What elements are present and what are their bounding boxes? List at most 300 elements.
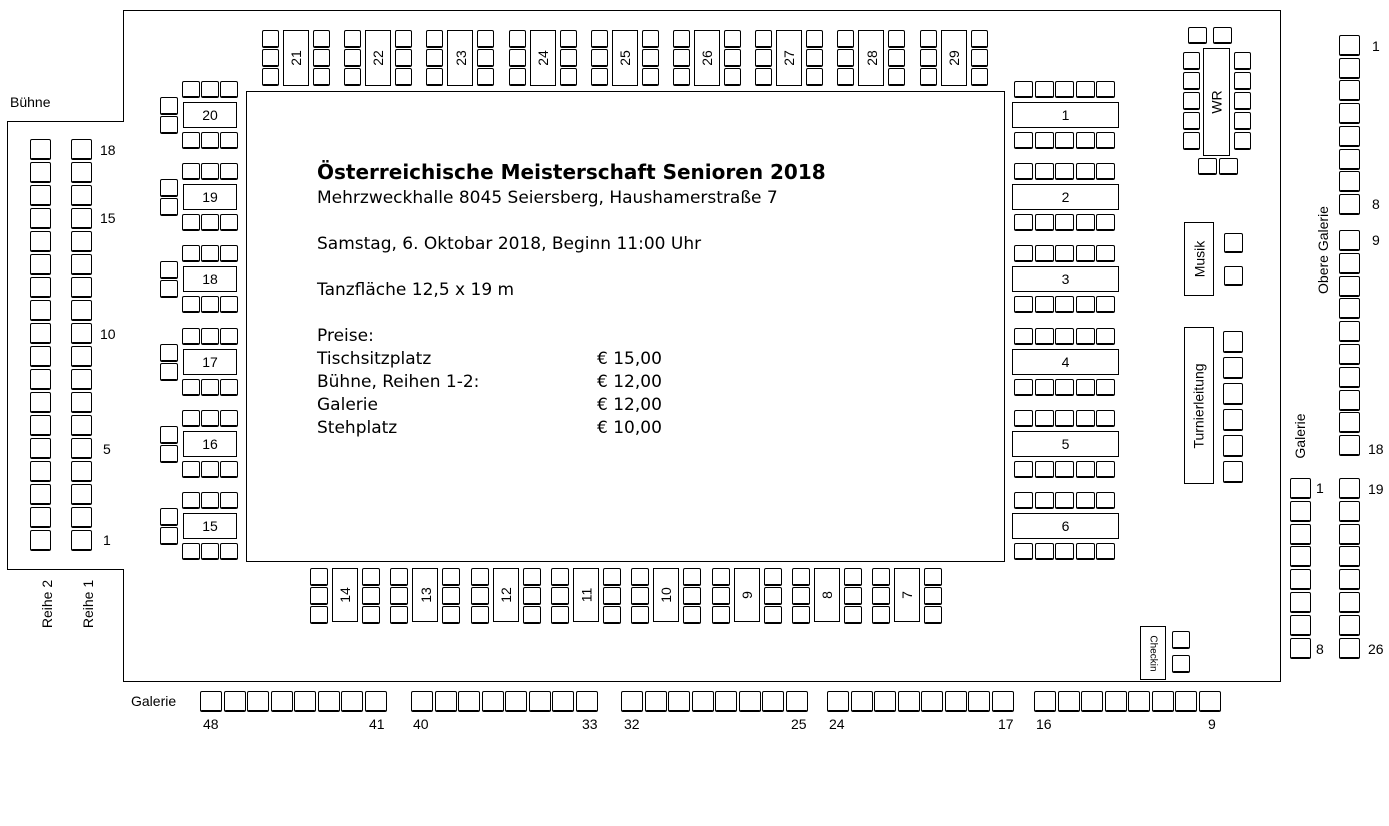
seat[interactable] (1076, 410, 1095, 427)
seat[interactable] (1035, 81, 1054, 98)
seat[interactable] (310, 587, 328, 605)
seat[interactable] (1035, 461, 1054, 478)
seat[interactable] (471, 587, 489, 605)
seat[interactable] (1076, 245, 1095, 262)
seat[interactable] (1096, 296, 1115, 313)
table[interactable] (530, 30, 556, 86)
seat[interactable] (201, 163, 219, 180)
seat[interactable] (1096, 214, 1115, 231)
table[interactable] (894, 568, 920, 622)
seat[interactable] (1339, 253, 1360, 274)
seat[interactable] (523, 568, 541, 586)
seat[interactable] (341, 691, 363, 712)
seat[interactable] (220, 461, 238, 478)
seat[interactable] (1339, 276, 1360, 297)
seat[interactable] (1035, 543, 1054, 560)
seat[interactable] (971, 30, 988, 48)
seat[interactable] (1183, 112, 1200, 130)
seat[interactable] (1223, 461, 1243, 483)
seat[interactable] (71, 254, 92, 275)
seat[interactable] (1014, 328, 1033, 345)
seat[interactable] (201, 132, 219, 149)
seat[interactable] (1096, 245, 1115, 262)
seat[interactable] (631, 568, 649, 586)
table[interactable] (283, 30, 309, 86)
seat[interactable] (844, 568, 862, 586)
seat[interactable] (362, 587, 380, 605)
seat[interactable] (755, 68, 772, 86)
seat[interactable] (30, 392, 51, 413)
seat[interactable] (344, 30, 361, 48)
seat[interactable] (806, 68, 823, 86)
seat[interactable] (1224, 233, 1243, 253)
seat[interactable] (1183, 52, 1200, 70)
seat[interactable] (1096, 328, 1115, 345)
seat[interactable] (71, 277, 92, 298)
seat[interactable] (844, 587, 862, 605)
seat[interactable] (551, 568, 569, 586)
seat[interactable] (1014, 543, 1033, 560)
seat[interactable] (1339, 569, 1360, 590)
seat[interactable] (395, 30, 412, 48)
seat[interactable] (692, 691, 714, 712)
seat[interactable] (1339, 298, 1360, 319)
seat[interactable] (482, 691, 504, 712)
seat[interactable] (1339, 435, 1360, 456)
table[interactable] (734, 568, 760, 622)
seat[interactable] (395, 49, 412, 67)
seat[interactable] (362, 606, 380, 624)
seat[interactable] (755, 30, 772, 48)
seat[interactable] (477, 30, 494, 48)
seat[interactable] (1339, 501, 1360, 522)
seat[interactable] (1076, 492, 1095, 509)
seat[interactable] (30, 369, 51, 390)
seat[interactable] (668, 691, 690, 712)
seat[interactable] (160, 97, 178, 115)
seat[interactable] (673, 49, 690, 67)
seat[interactable] (30, 507, 51, 528)
seat[interactable] (30, 461, 51, 482)
seat[interactable] (851, 691, 873, 712)
seat[interactable] (71, 185, 92, 206)
seat[interactable] (1234, 92, 1251, 110)
seat[interactable] (71, 300, 92, 321)
seat[interactable] (724, 49, 741, 67)
seat[interactable] (1014, 379, 1033, 396)
seat[interactable] (642, 49, 659, 67)
seat[interactable] (201, 245, 219, 262)
seat[interactable] (271, 691, 293, 712)
table[interactable] (858, 30, 884, 86)
table[interactable] (365, 30, 391, 86)
seat[interactable] (1339, 171, 1360, 192)
seat[interactable] (1339, 194, 1360, 215)
seat[interactable] (477, 68, 494, 86)
seat[interactable] (631, 587, 649, 605)
seat[interactable] (71, 323, 92, 344)
seat[interactable] (160, 426, 178, 444)
seat[interactable] (827, 691, 849, 712)
table[interactable] (183, 266, 237, 292)
seat[interactable] (712, 568, 730, 586)
seat[interactable] (1096, 379, 1115, 396)
seat[interactable] (1183, 92, 1200, 110)
seat[interactable] (971, 49, 988, 67)
seat[interactable] (844, 606, 862, 624)
table[interactable] (1012, 102, 1119, 128)
seat[interactable] (1219, 158, 1238, 175)
seat[interactable] (182, 410, 200, 427)
seat[interactable] (560, 68, 577, 86)
seat[interactable] (30, 162, 51, 183)
seat[interactable] (1234, 72, 1251, 90)
seat[interactable] (872, 568, 890, 586)
seat[interactable] (182, 132, 200, 149)
seat[interactable] (390, 606, 408, 624)
seat[interactable] (362, 568, 380, 586)
seat[interactable] (1055, 543, 1074, 560)
seat[interactable] (712, 606, 730, 624)
table[interactable] (653, 568, 679, 622)
seat[interactable] (631, 606, 649, 624)
seat[interactable] (1014, 81, 1033, 98)
seat[interactable] (1055, 163, 1074, 180)
seat[interactable] (160, 344, 178, 362)
seat[interactable] (1339, 524, 1360, 545)
seat[interactable] (1223, 331, 1243, 353)
seat[interactable] (71, 484, 92, 505)
seat[interactable] (294, 691, 316, 712)
table[interactable] (814, 568, 840, 622)
seat[interactable] (1076, 379, 1095, 396)
seat[interactable] (560, 30, 577, 48)
seat[interactable] (318, 691, 340, 712)
seat[interactable] (71, 530, 92, 551)
table[interactable] (1012, 431, 1119, 457)
seat[interactable] (71, 208, 92, 229)
seat[interactable] (201, 492, 219, 509)
seat[interactable] (30, 254, 51, 275)
seat[interactable] (1234, 52, 1251, 70)
seat[interactable] (1035, 245, 1054, 262)
seat[interactable] (1290, 615, 1311, 636)
table[interactable] (412, 568, 438, 622)
seat[interactable] (1081, 691, 1103, 712)
seat[interactable] (1290, 592, 1311, 613)
seat[interactable] (1096, 81, 1115, 98)
seat[interactable] (344, 68, 361, 86)
seat[interactable] (642, 68, 659, 86)
seat[interactable] (603, 587, 621, 605)
seat[interactable] (1290, 501, 1311, 522)
seat[interactable] (1290, 638, 1311, 659)
seat[interactable] (442, 587, 460, 605)
seat[interactable] (724, 30, 741, 48)
seat[interactable] (71, 438, 92, 459)
seat[interactable] (1076, 543, 1095, 560)
seat[interactable] (1034, 691, 1056, 712)
seat[interactable] (786, 691, 808, 712)
seat[interactable] (71, 139, 92, 160)
seat[interactable] (71, 415, 92, 436)
seat[interactable] (1183, 132, 1200, 150)
seat[interactable] (1290, 569, 1311, 590)
seat[interactable] (837, 68, 854, 86)
table[interactable] (776, 30, 802, 86)
seat[interactable] (201, 328, 219, 345)
seat[interactable] (505, 691, 527, 712)
seat[interactable] (1339, 126, 1360, 147)
seat[interactable] (426, 68, 443, 86)
seat[interactable] (30, 208, 51, 229)
seat[interactable] (182, 379, 200, 396)
seat[interactable] (201, 81, 219, 98)
seat[interactable] (591, 30, 608, 48)
seat[interactable] (1339, 546, 1360, 567)
seat[interactable] (182, 328, 200, 345)
seat[interactable] (645, 691, 667, 712)
seat[interactable] (182, 296, 200, 313)
table[interactable] (183, 102, 237, 128)
seat[interactable] (442, 568, 460, 586)
seat[interactable] (1199, 691, 1221, 712)
seat[interactable] (523, 587, 541, 605)
seat[interactable] (220, 163, 238, 180)
seat[interactable] (551, 606, 569, 624)
seat[interactable] (220, 328, 238, 345)
seat[interactable] (1076, 132, 1095, 149)
seat[interactable] (1223, 435, 1243, 457)
seat[interactable] (458, 691, 480, 712)
seat[interactable] (200, 691, 222, 712)
seat[interactable] (1014, 214, 1033, 231)
seat[interactable] (220, 379, 238, 396)
seat[interactable] (1339, 615, 1360, 636)
seat[interactable] (1076, 163, 1095, 180)
seat[interactable] (673, 68, 690, 86)
seat[interactable] (924, 606, 942, 624)
seat[interactable] (1055, 461, 1074, 478)
seat[interactable] (30, 231, 51, 252)
seat[interactable] (30, 300, 51, 321)
seat[interactable] (673, 30, 690, 48)
seat[interactable] (160, 527, 178, 545)
seat[interactable] (201, 543, 219, 560)
seat[interactable] (1055, 492, 1074, 509)
table[interactable] (573, 568, 599, 622)
seat[interactable] (313, 49, 330, 67)
seat[interactable] (1290, 546, 1311, 567)
seat[interactable] (477, 49, 494, 67)
table[interactable] (183, 431, 237, 457)
seat[interactable] (344, 49, 361, 67)
seat[interactable] (920, 68, 937, 86)
seat[interactable] (715, 691, 737, 712)
seat[interactable] (390, 587, 408, 605)
seat[interactable] (603, 568, 621, 586)
table[interactable] (694, 30, 720, 86)
table[interactable] (183, 513, 237, 539)
seat[interactable] (872, 587, 890, 605)
seat[interactable] (1096, 163, 1115, 180)
seat[interactable] (792, 606, 810, 624)
seat[interactable] (1035, 296, 1054, 313)
table[interactable] (332, 568, 358, 622)
table[interactable] (447, 30, 473, 86)
seat[interactable] (30, 323, 51, 344)
seat[interactable] (1035, 132, 1054, 149)
seat[interactable] (71, 346, 92, 367)
seat[interactable] (1223, 357, 1243, 379)
seat[interactable] (1035, 410, 1054, 427)
seat[interactable] (724, 68, 741, 86)
seat[interactable] (1339, 103, 1360, 124)
table[interactable] (1012, 184, 1119, 210)
seat[interactable] (1035, 163, 1054, 180)
seat[interactable] (182, 543, 200, 560)
seat[interactable] (1183, 72, 1200, 90)
seat[interactable] (1152, 691, 1174, 712)
seat[interactable] (509, 49, 526, 67)
table[interactable] (493, 568, 519, 622)
seat[interactable] (160, 445, 178, 463)
seat[interactable] (1339, 321, 1360, 342)
seat[interactable] (160, 363, 178, 381)
seat[interactable] (71, 369, 92, 390)
seat[interactable] (390, 568, 408, 586)
seat[interactable] (1014, 461, 1033, 478)
table[interactable] (183, 184, 237, 210)
seat[interactable] (1055, 296, 1074, 313)
seat[interactable] (160, 179, 178, 197)
seat[interactable] (1339, 149, 1360, 170)
seat[interactable] (1128, 691, 1150, 712)
seat[interactable] (924, 587, 942, 605)
seat[interactable] (201, 379, 219, 396)
seat[interactable] (262, 68, 279, 86)
seat[interactable] (1339, 478, 1360, 499)
seat[interactable] (552, 691, 574, 712)
seat[interactable] (30, 438, 51, 459)
seat[interactable] (1096, 410, 1115, 427)
seat[interactable] (1223, 409, 1243, 431)
seat[interactable] (471, 606, 489, 624)
seat[interactable] (182, 163, 200, 180)
seat[interactable] (1339, 344, 1360, 365)
seat[interactable] (1198, 158, 1217, 175)
seat[interactable] (1096, 543, 1115, 560)
seat[interactable] (888, 30, 905, 48)
seat[interactable] (921, 691, 943, 712)
seat[interactable] (160, 261, 178, 279)
seat[interactable] (683, 568, 701, 586)
seat[interactable] (1076, 328, 1095, 345)
seat[interactable] (1172, 655, 1190, 673)
table[interactable] (1012, 349, 1119, 375)
seat[interactable] (1014, 245, 1033, 262)
seat[interactable] (160, 116, 178, 134)
seat[interactable] (71, 392, 92, 413)
seat[interactable] (220, 492, 238, 509)
seat[interactable] (837, 30, 854, 48)
seat[interactable] (442, 606, 460, 624)
seat[interactable] (220, 410, 238, 427)
seat[interactable] (1055, 410, 1074, 427)
seat[interactable] (1076, 461, 1095, 478)
seat[interactable] (220, 214, 238, 231)
seat[interactable] (1096, 461, 1115, 478)
seat[interactable] (968, 691, 990, 712)
seat[interactable] (426, 49, 443, 67)
seat[interactable] (1224, 266, 1243, 286)
seat[interactable] (806, 30, 823, 48)
seat[interactable] (160, 198, 178, 216)
seat[interactable] (220, 132, 238, 149)
seat[interactable] (313, 30, 330, 48)
seat[interactable] (411, 691, 433, 712)
seat[interactable] (1014, 492, 1033, 509)
seat[interactable] (1234, 132, 1251, 150)
seat[interactable] (898, 691, 920, 712)
seat[interactable] (1014, 132, 1033, 149)
seat[interactable] (1076, 214, 1095, 231)
seat[interactable] (1339, 367, 1360, 388)
seat[interactable] (712, 587, 730, 605)
seat[interactable] (201, 461, 219, 478)
seat[interactable] (247, 691, 269, 712)
seat[interactable] (576, 691, 598, 712)
seat[interactable] (945, 691, 967, 712)
seat[interactable] (971, 68, 988, 86)
seat[interactable] (1055, 328, 1074, 345)
table[interactable] (183, 349, 237, 375)
seat[interactable] (1096, 492, 1115, 509)
seat[interactable] (764, 606, 782, 624)
seat[interactable] (1105, 691, 1127, 712)
seat[interactable] (792, 587, 810, 605)
seat[interactable] (551, 587, 569, 605)
seat[interactable] (837, 49, 854, 67)
seat[interactable] (1035, 379, 1054, 396)
seat[interactable] (1014, 296, 1033, 313)
seat[interactable] (509, 30, 526, 48)
seat[interactable] (509, 68, 526, 86)
seat[interactable] (262, 49, 279, 67)
seat[interactable] (182, 492, 200, 509)
seat[interactable] (920, 49, 937, 67)
seat[interactable] (1055, 132, 1074, 149)
seat[interactable] (1076, 81, 1095, 98)
seat[interactable] (591, 68, 608, 86)
table[interactable] (612, 30, 638, 86)
seat[interactable] (471, 568, 489, 586)
seat[interactable] (1339, 638, 1360, 659)
seat[interactable] (1055, 245, 1074, 262)
seat[interactable] (1035, 492, 1054, 509)
seat[interactable] (591, 49, 608, 67)
seat[interactable] (1223, 383, 1243, 405)
table[interactable] (1012, 266, 1119, 292)
seat[interactable] (806, 49, 823, 67)
seat[interactable] (182, 461, 200, 478)
seat[interactable] (1188, 27, 1207, 44)
seat[interactable] (71, 461, 92, 482)
seat[interactable] (1172, 631, 1190, 649)
seat[interactable] (1339, 35, 1360, 56)
seat[interactable] (1035, 328, 1054, 345)
seat[interactable] (762, 691, 784, 712)
